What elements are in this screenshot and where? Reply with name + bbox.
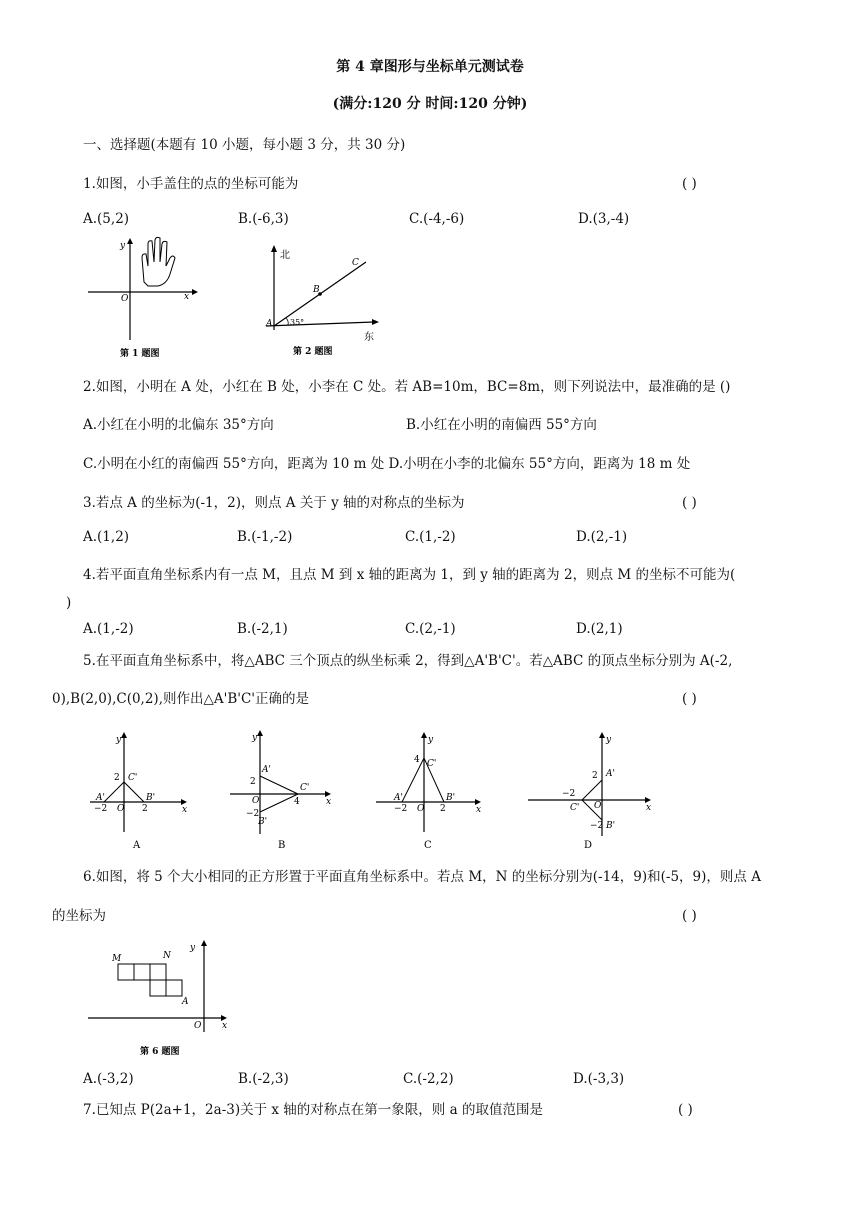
q6-option-b: B.(-2,3) (238, 1071, 289, 1087)
fig1-y-label: y (120, 241, 126, 251)
svg-text:B': B' (146, 793, 156, 803)
svg-text:C': C' (427, 759, 437, 769)
answer-paren-5: ( ) (682, 691, 697, 707)
answer-paren-7: ( ) (678, 1102, 693, 1118)
question-6-stem-cont: 的坐标为 (52, 908, 106, 924)
fig1-origin-label: O (121, 294, 129, 304)
svg-text:A': A' (606, 769, 615, 779)
svg-text:x: x (646, 803, 652, 813)
svg-text:A': A' (96, 793, 105, 803)
svg-text:O: O (117, 804, 125, 814)
fig2-caption: 第 2 题图 (293, 347, 333, 357)
svg-text:O: O (252, 796, 260, 806)
fig6-point-n: N (163, 951, 171, 961)
figure-2 (256, 240, 386, 364)
fig6-caption: 第 6 题图 (140, 1047, 180, 1057)
svg-text:−2: −2 (394, 804, 408, 814)
fig2-point-b: B (313, 285, 320, 295)
fig6-point-a: A (182, 997, 189, 1007)
q5-figure-c (372, 728, 484, 854)
q6-option-a: A.(-3,2) (83, 1071, 134, 1087)
svg-text:−2: −2 (246, 809, 260, 819)
page-subtitle: (满分:120 分 时间:120 分钟) (332, 96, 528, 112)
svg-text:x: x (476, 805, 482, 815)
svg-text:C': C' (570, 803, 580, 813)
svg-text:y: y (252, 733, 258, 743)
question-5-stem: 5.在平面直角坐标系中，将△ABC 三个顶点的纵坐标乘 2，得到△A'B'C'。若△ABC 的顶点坐标分别为 A(-2, (83, 653, 733, 669)
svg-text:A': A' (394, 793, 403, 803)
svg-text:B': B' (606, 821, 616, 831)
question-4-stem: 4.若平面直角坐标系内有一点 M，且点 M 到 x 轴的距离为 1，到 y 轴的距离为 2，则点 M 的坐标不可能为( (83, 567, 736, 583)
q3-option-a: A.(1,2) (83, 529, 130, 545)
q4-option-c: C.(2,-1) (405, 621, 456, 637)
section-heading: 一、选择题(本题有 10 小题，每小题 3 分，共 30 分) (83, 137, 406, 153)
answer-paren-6: ( ) (682, 908, 697, 924)
fig2-point-a: A (266, 319, 273, 329)
question-4-stem-cont: ) (66, 595, 72, 611)
svg-text:C': C' (300, 783, 310, 793)
fig2-point-c: C (352, 258, 359, 268)
q1-option-d: D.(3,-4) (578, 211, 630, 227)
q1-option-c: C.(-4,-6) (409, 211, 465, 227)
svg-text:C': C' (128, 773, 138, 783)
fig1-caption: 第 1 题图 (120, 349, 160, 359)
svg-text:y: y (606, 735, 612, 745)
q5-fig-label-c: C (424, 840, 432, 851)
answer-paren-3: ( ) (682, 495, 697, 511)
q3-option-d: D.(2,-1) (576, 529, 628, 545)
svg-text:x: x (326, 797, 332, 807)
q6-option-c: C.(-2,2) (403, 1071, 454, 1087)
hand-icon (142, 237, 175, 286)
q4-option-d: D.(2,1) (576, 621, 623, 637)
question-3-stem: 3.若点 A 的坐标为(-1，2)，则点 A 关于 y 轴的对称点的坐标为 (83, 495, 465, 511)
svg-text:x: x (182, 805, 188, 815)
q3-option-c: C.(1,-2) (405, 529, 456, 545)
fig2-east-label: 东 (364, 332, 374, 343)
q5-figure-b (228, 726, 340, 854)
svg-text:y: y (190, 943, 196, 953)
q5-fig-label-d: D (584, 840, 593, 851)
svg-text:2: 2 (250, 777, 256, 787)
svg-text:y: y (428, 735, 434, 745)
question-7-stem: 7.已知点 P(2a+1，2a-3)关于 x 轴的对称点在第一象限，则 a 的取值范围是 (83, 1102, 543, 1118)
svg-text:−2: −2 (94, 804, 108, 814)
question-6-stem: 6.如图，将 5 个大小相同的正方形置于平面直角坐标系中。若点 M，N 的坐标分别为(-14，9)和(-5，9)，则点 A (83, 869, 761, 885)
svg-text:O: O (594, 801, 602, 811)
q5-fig-label-b: B (278, 840, 286, 851)
svg-text:B': B' (258, 817, 268, 827)
q2-option-cd: C.小明在小红的南偏西 55°方向，距离为 10 m 处 D.小明在小李的北偏东 55°方向，距离为 18 m 处 (83, 456, 691, 472)
q4-option-a: A.(1,-2) (83, 621, 134, 637)
question-2-stem: 2.如图，小明在 A 处，小红在 B 处，小李在 C 处。若 AB=10m，BC=8m，则下列说法中，最准确的是 () (83, 379, 731, 395)
question-1-stem: 1.如图，小手盖住的点的坐标可能为 (83, 176, 299, 192)
question-5-stem-cont: 0),B(2,0),C(0,2),则作出△A'B'C'正确的是 (52, 691, 310, 707)
page-title: 第 4 章图形与坐标单元测试卷 (336, 59, 524, 75)
svg-text:4: 4 (294, 797, 300, 807)
q1-option-a: A.(5,2) (83, 211, 130, 227)
q1-option-b: B.(-6,3) (238, 211, 289, 227)
q5-figure-a (86, 728, 198, 854)
answer-paren-1: ( ) (682, 176, 697, 192)
q3-option-b: B.(-1,-2) (237, 529, 293, 545)
svg-text:−2: −2 (590, 821, 604, 831)
figure-6 (84, 938, 240, 1062)
fig6-point-m: M (112, 954, 122, 964)
q4-option-b: B.(-2,1) (237, 621, 288, 637)
svg-text:B': B' (446, 793, 456, 803)
q6-option-d: D.(-3,3) (573, 1071, 625, 1087)
svg-text:A': A' (262, 765, 271, 775)
svg-text:2: 2 (114, 773, 120, 783)
q2-option-a: A.小红在小明的北偏东 35°方向 (83, 417, 274, 433)
q2-option-b: B.小红在小明的南偏西 55°方向 (406, 417, 597, 433)
figure-1 (84, 236, 204, 362)
fig2-angle-label: 35° (290, 318, 305, 327)
q5-fig-label-a: A (133, 840, 141, 851)
svg-text:O: O (194, 1021, 202, 1031)
svg-text:2: 2 (592, 771, 598, 781)
svg-text:−2: −2 (562, 789, 576, 799)
fig1-x-label: x (184, 292, 190, 302)
q5-figure-d (526, 728, 656, 854)
svg-text:2: 2 (440, 804, 446, 814)
svg-text:4: 4 (414, 755, 420, 765)
svg-text:O: O (417, 804, 425, 814)
fig2-north-label: 北 (280, 250, 290, 261)
svg-text:x: x (222, 1021, 228, 1031)
svg-text:2: 2 (142, 804, 148, 814)
svg-text:y: y (116, 735, 122, 745)
